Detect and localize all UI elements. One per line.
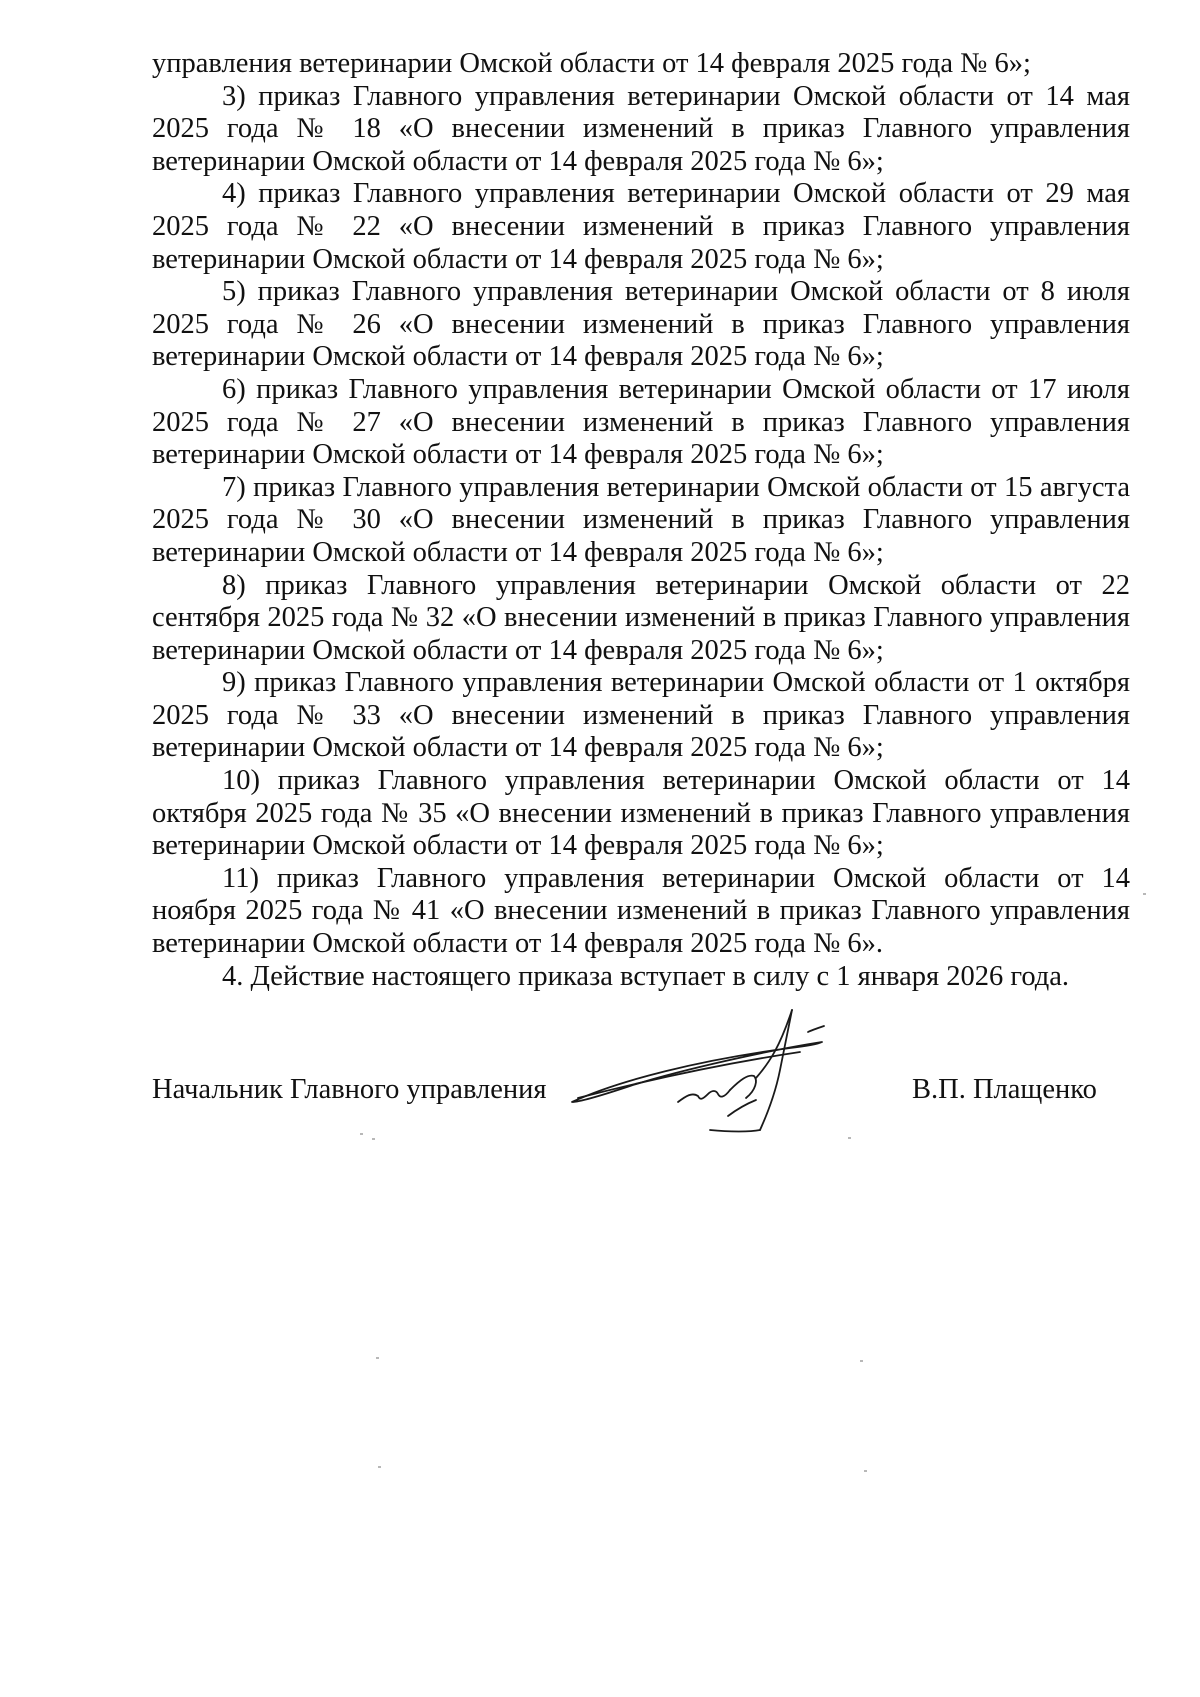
list-item: 5) приказ Главного управления ветеринарии Омской области от 8 июля 2025 года № 26 «О внесении изменений в приказ Главного управления ветеринарии Омской области от 14 февраля 2025 года № 6»; bbox=[152, 276, 1130, 373]
handwritten-signature bbox=[560, 990, 860, 1140]
list-item: 8) приказ Главного управления ветеринарии Омской области от 22 сентября 2025 года № 32 «О внесении изменений в приказ Главного управления ветеринарии Омской области от 14 февраля 2025 года № 6»; bbox=[152, 569, 1130, 666]
scan-speck bbox=[376, 1357, 379, 1359]
list-item: 9) приказ Главного управления ветеринарии Омской области от 1 октября 2025 года № 33 «О внесении изменений в приказ Главного управления ветеринарии Омской области от 14 февраля 2025 года № 6»; bbox=[152, 667, 1130, 764]
scan-speck bbox=[860, 1360, 863, 1362]
effective-date-clause: 4. Действие настоящего приказа вступает в силу с 1 января 2026 года. bbox=[222, 960, 1070, 992]
list-item: 4) приказ Главного управления ветеринарии Омской области от 29 мая 2025 года № 22 «О внесении изменений в приказ Главного управления ветеринарии Омской области от 14 февраля 2025 года № 6»; bbox=[152, 178, 1130, 275]
scan-speck bbox=[378, 1466, 381, 1468]
list-item: 6) приказ Главного управления ветеринарии Омской области от 17 июля 2025 года № 27 «О внесении изменений в приказ Главного управления ветеринарии Омской области от 14 февраля 2025 года № 6»; bbox=[152, 373, 1130, 471]
list-item: 11) приказ Главного управления ветеринарии Омской области от 14 ноября 2025 года № 41 «О внесении изменений в приказ Главного управления ветеринарии Омской области от 14 февраля 2025 года № 6». bbox=[152, 862, 1130, 960]
signatory-position: Начальник Главного управления bbox=[152, 1074, 547, 1105]
scan-speck bbox=[848, 1137, 851, 1139]
signatory-name: В.П. Плащенко bbox=[912, 1074, 1097, 1105]
scan-speck bbox=[372, 1138, 375, 1140]
scan-speck bbox=[1143, 893, 1146, 895]
document-body bbox=[152, 48, 1130, 993]
list-item: 7) приказ Главного управления ветеринарии Омской области от 15 августа 2025 года № 30 «О внесении изменений в приказ Главного управления ветеринарии Омской области от 14 февраля 2025 года № 6»; bbox=[152, 471, 1130, 568]
scan-speck bbox=[360, 1133, 363, 1135]
continuation-line: управления ветеринарии Омской области от 14 февраля 2025 года № 6»; bbox=[152, 48, 1031, 79]
list-item: 3) приказ Главного управления ветеринарии Омской области от 14 мая 2025 года № 18 «О внесении изменений в приказ Главного управления ветеринарии Омской области от 14 февраля 2025 года № 6»; bbox=[152, 80, 1130, 177]
scan-speck bbox=[864, 1470, 867, 1472]
list-item: 10) приказ Главного управления ветеринарии Омской области от 14 октября 2025 года № 35 «О внесении изменений в приказ Главного управления ветеринарии Омской области от 14 февраля 2025 года № 6»; bbox=[152, 765, 1130, 862]
